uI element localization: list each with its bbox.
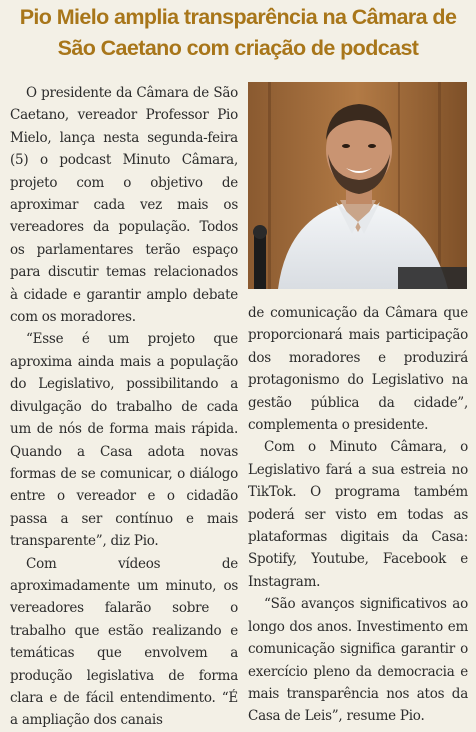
article-column-left [10, 82, 238, 732]
paragraph-videos: Com vídeos de aproximadamente um minuto, os vereadores falarão sobre o trabalho que estão realizando e temáticas que envolvem a produção legislativa de forma clara e de fácil entendimento. “É a ampliação dos canais [10, 555, 238, 729]
paragraph-closing-quote: “São avanços significativos ao longo dos anos. Investimento em comunicação significa garantir o exercício pleno da democracia e mais transparência nos atos da Casa de Leis”, resume Pio. [248, 596, 468, 725]
paragraph-quote: “Esse é um projeto que aproxima ainda mais a população do Legislativo, possibilitando a divulgação do trabalho de cada um de nós de forma mais rápida. Quando a Casa adota novas formas de se comunicar, o diálogo entre o vereador e o cidadão passa a ser contínuo e mais transparente”, diz Pio. [10, 331, 238, 550]
article-column-right [248, 302, 468, 728]
portrait-photo [248, 82, 467, 289]
paragraph-intro: O presidente da Câmara de São Caetano, vereador Professor Pio Mielo, lança nesta segunda-feira (5) o podcast Minuto Câmara, projeto com o objetivo de aproximar cada vez mais os vereadores da população. Todos os parlamentares terão espaço para discutir temas relacionados à cidade e garantir amplo debate com os moradores. [10, 85, 238, 326]
paragraph-tiktok: Com o Minuto Câmara, o Legislativo fará a sua estreia no TikTok. O programa também poderá ser visto em todas as plataformas digitais da Casa: Spotify, Youtube, Facebook e Instagram. [248, 439, 468, 590]
article-headline: Pio Mielo amplia transparência na Câmara de São Caetano com criação de podcast [19, 5, 457, 60]
paragraph-continuation: de comunicação da Câmara que proporcionará mais participação dos moradores e produzirá protagonismo do Legislativo na gestão pública da cidade”, complementa o presidente. [248, 305, 468, 434]
